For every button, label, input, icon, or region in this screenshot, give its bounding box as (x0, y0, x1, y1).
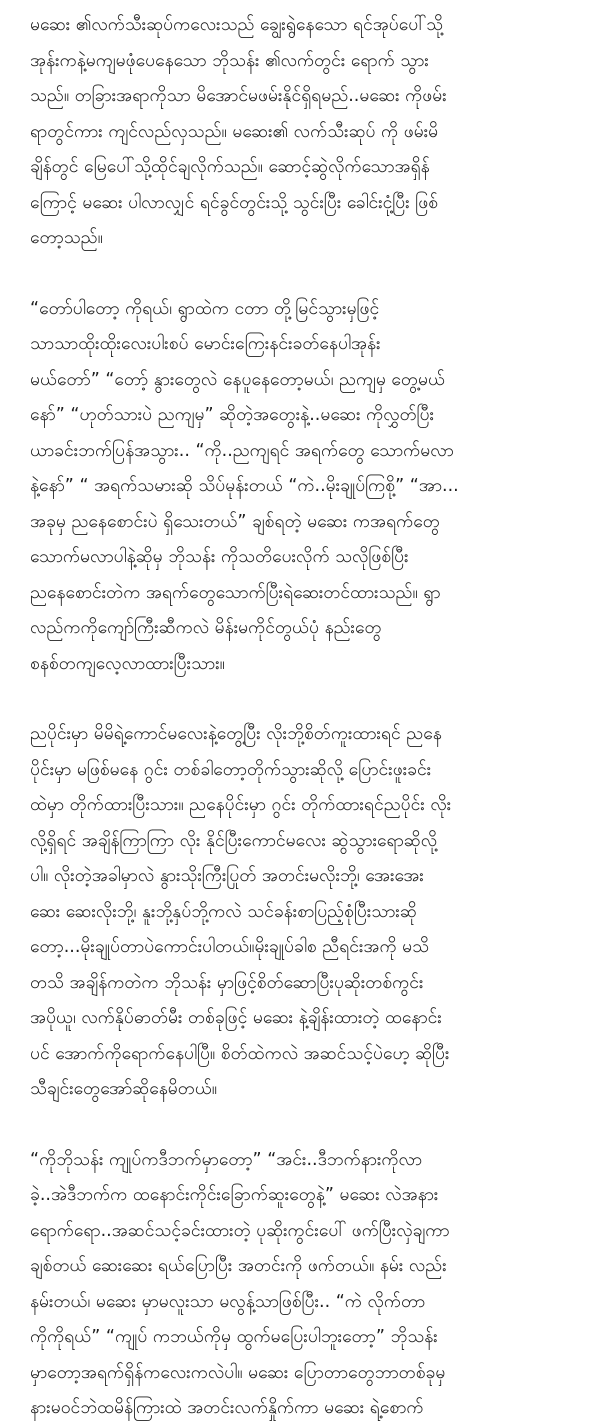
text-line: ချစ်တယ် ဆေးဆေး ရယ်ပြောပြီး အတင်းကို ဖက်တယ်။ နမ်း လည်း (30, 1256, 447, 1276)
text-line: အပိုယူ၊ လက်နိုပ်ဓာတ်မီး တစ်ခုဖြင့် မဆေး နဲ့ချိန်းထားတဲ့ ထနောင်း (30, 1008, 442, 1028)
text-line: ကိုကိုရယ်” “ကျုပ် ကဘယ်ကိုမှ ထွက်မပြေးပါဘူးတော့” ဘိုသန်း (30, 1327, 438, 1347)
text-line: “တော်ပါတော့ ကိုရယ်၊ ရွာထဲက ငတာ တို့မြင်သွားမှဖြင့် (30, 298, 380, 319)
text-line: ခဲ့..အဲဒီဘက်က ထနောင်းကိုင်းခြောက်ဆူးတွေနဲ့” မဆေး လဲအနား (30, 1185, 439, 1205)
text-line: ထဲမှာ တိုက်ထားပြီးသား။ ညနေပိုင်းမှာ ဂွင်း တိုက်ထားရင်ညပိုင်း လိုး (30, 795, 452, 815)
text-line: သည်။ တခြားအရာကိုသာ မိအောင်မဖမ်းနိုင်ရှိရမည်..မဆေး ကိုဖမ်း (30, 86, 447, 106)
text-line: စနစ်တကျလေ့လာထားပြီးသား။ (30, 653, 225, 674)
text-line: ယာခင်းဘက်ပြန်အသွား.. “ကို..ညကျရင် အရက်တွေ သောက်မလာ (30, 440, 454, 461)
text-line: သောက်မလာပါနဲ့ဆိုမှ ဘိုသန်း ကိုသတိပေးလိုက် သလိုဖြစ်ပြီး (30, 547, 409, 567)
text-line: သာသာထိုးထိုးလေးပါးစပ် မောင်းကြေးနင်းခတ်နေပါအုန်း (30, 334, 381, 354)
paragraph-3 (30, 717, 581, 1108)
text-line: ပင် အောက်ကိုရောက်နေပါပြီ။ စိတ်ထဲကလဲ အဆင်သင့်ပဲဟေ့ ဆိုပြီး (30, 1043, 450, 1064)
text-line: လည်ကကိုကျော်ကြီးဆီကလဲ မိန်းမကိုင်တွယ်ပုံ နည်းတွေ (30, 618, 382, 638)
text-line: ပါ။ လိုးတဲ့အခါမှာလဲ နွားသိုးကြီးပြုတ် အတင်းမလိုးဘို့၊ အေးအေး (30, 866, 424, 886)
text-line: မဆေး ၏လက်သီးဆုပ်ကလေးသည် ချွေးရွဲနေသော ရင်အုပ်ပေါ်သို့ (30, 15, 444, 35)
text-line: ချိန်တွင် မြေပေါ်သို့ထိုင်ချလိုက်သည်။ ဆောင့်ဆွဲလိုက်သောအရှိန် (30, 157, 430, 177)
paragraph-1 (30, 8, 581, 257)
text-line: ညပိုင်းမှာ မိမိရဲ့ကောင်မလေးနဲ့တွေ့ပြီး လိုးဘို့စိတ်ကူးထားရင် ညနေ (30, 724, 442, 744)
text-line: သီချင်းတွေအော်ဆိုနေမိတယ်။ (30, 1079, 218, 1099)
text-line: မှာတော့အရက်ရှိန်ကလေးကလဲပါ။ မဆေး ပြောတာတွေဘာတစ်ခုမှ (30, 1362, 446, 1383)
text-line: ရောက်ရော..အဆင်သင့်ခင်းထားတဲ့ ပုဆိုးကွင်းပေါ် ဖက်ပြီးလှဲချကာ (30, 1220, 450, 1241)
text-line: နမ်းတယ်၊ မဆေး မှာမလူးသာ မလွန့်သာဖြစ်ပြီး.. “ကဲ လိုက်တာ (30, 1291, 426, 1312)
text-line: နော်” “ဟုတ်သားပဲ ညကျမှ” ဆိုတဲ့အတွေးနဲ့..မဆေး ကိုလွှတ်ပြီး (30, 405, 435, 425)
text-line: တသိ အချိန်ကတဲက ဘိုသန်း မှာဖြင့်စိတ်ဆောပြီးပုဆိုးတစ်ကွင်း (30, 972, 424, 993)
text-line: မယ်တော်” “တော့် နွားတွေလဲ နေပူနေတော့မယ်၊ ညကျမှ တွေ့မယ် (30, 369, 445, 390)
text-line: တော့သည်။ (30, 228, 103, 248)
text-line: ဆေး ဆေးလိုးဘို့၊ နူးဘို့နှပ်ဘို့ကလဲ သင်ခန်းစာပြည့်စုံပြီးသားဆို (30, 901, 417, 922)
text-line: တော့...မိုးချုပ်တာပဲကောင်းပါတယ်။မိုးချုပ်ခါစ ညီရင်းအကို မသိ (30, 937, 430, 957)
text-line: အုန်းကနဲ့မကျမဖုံပေနေသော ဘိုသန်း ၏လက်တွင်း ရောက် သွား (30, 50, 429, 71)
paragraph-4 (30, 1143, 581, 1427)
text-line: အခုမှ ညနေစောင်းပဲ ရှိသေးတယ်” ချစ်ရတဲ့ မဆေး ကအရက်တွေ (30, 511, 440, 532)
text-line: “ကိုဘိုသန်း ကျုပ်ကဒီဘက်မှာတော့” “အင်း..ဒီဘက်နားကိုလာ (30, 1149, 423, 1170)
text-line: ကြောင့် မဆေး ပါလာလျှင် ရင်ခွင်တွင်းသို့ သွင်းပြီး ခေါင်းငုံ့ပြီး ဖြစ် (30, 192, 439, 213)
text-line: ညနေစောင်းတဲက အရက်တွေသောက်ပြီးရဲဆေးတင်ထားသည်။ ရွာ (30, 582, 441, 603)
text-line: နဲ့နော်” “ အရက်သမားဆို သိပ်မုန်းတယ် “ကဲ..မိုးချုပ်ကြစို့” “အာ... (30, 476, 459, 496)
text-line: လို့ရှိရင် အချိန်ကြာကြာ လိုး နိုင်ပြီးကောင်မလေး ဆွဲသွားရောဆိုလို့ (30, 830, 438, 851)
text-line: ပိုင်းမှာ မဖြစ်မနေ ဂွင်း တစ်ခါတော့တိုက်သွားဆိုလို့ ပြောင်းဖူးခင်း (30, 759, 432, 780)
paragraph-2 (30, 292, 581, 683)
text-line: ရာတွင်ကား ကျင်လည်လှသည်။ မဆေး၏ လက်သီးဆုပ် ကို ဖမ်းမိ (30, 121, 439, 142)
text-line: နားမဝင်ဘဲထမိန်ကြားထဲ အတင်းလက်နှိုက်ကာ မဆေး ရဲ့စောက် (30, 1398, 424, 1418)
